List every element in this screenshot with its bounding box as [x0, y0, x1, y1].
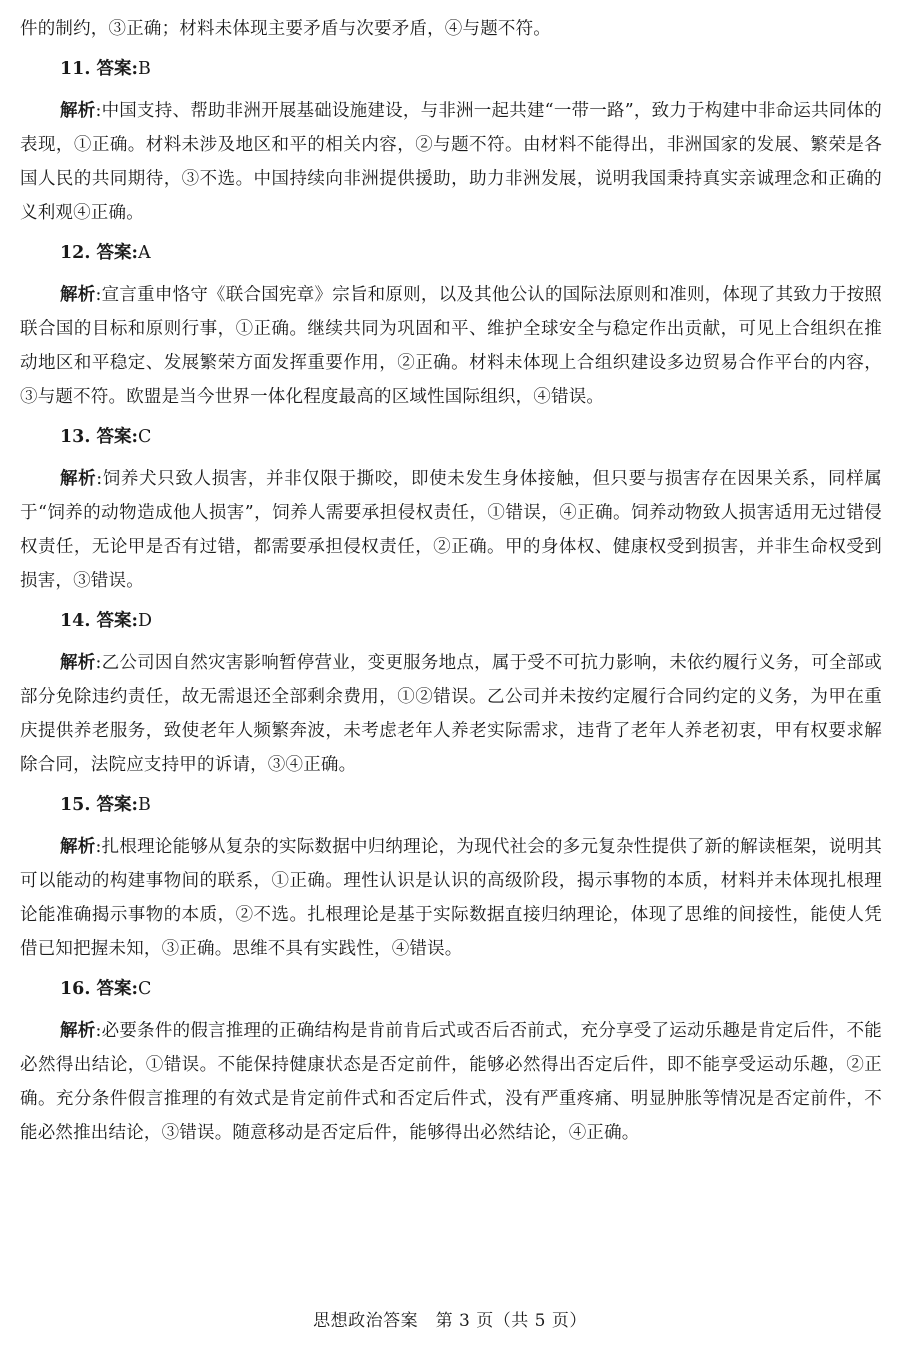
explanation-paragraph	[20, 94, 882, 230]
explanation-paragraph	[20, 646, 882, 782]
explanation-text: 必要条件的假言推理的正确结构是肯前肯后式或否后否前式，充分享受了运动乐趣是肯定后件，不能必然得出结论，①错误。不能保持健康状态是否定前件，能够必然得出否定后件，即不能享受运动乐趣，②正确。充分条件假言推理的有效式是肯定前件式和否定后件式，没有严重疼痛、明显肿胀等情况是否定前件，不能必然推出结论，③错误。随意移动是否定后件，能够得出必然结论，④正确。	[20, 1021, 883, 1143]
answer-label: 答案	[96, 979, 132, 999]
explanation-paragraph	[20, 462, 882, 598]
explanation-paragraph	[20, 830, 882, 966]
answer-value: D	[138, 611, 153, 631]
question-number: 12.	[60, 243, 91, 263]
explanation-paragraph	[20, 1014, 882, 1150]
explanation-colon: :	[95, 653, 102, 673]
answer-label: 答案	[96, 427, 132, 447]
answer-line	[60, 420, 882, 454]
explanation-label: 解析	[60, 837, 96, 857]
answer-page	[20, 12, 882, 1156]
answer-value: A	[138, 243, 151, 263]
answer-colon: :	[131, 611, 139, 631]
answer-line	[60, 236, 882, 270]
explanation-text: 宣言重申恪守《联合国宪章》宗旨和原则，以及其他公认的国际法原则和准则，体现了其致力于按照联合国的目标和原则行事，①正确。继续共同为巩固和平、维护全球安全与稳定作出贡献，可见上合组织在推动地区和平稳定、发展繁荣方面发挥重要作用，②正确。材料未体现上合组织建设多边贸易合作平台的内容，③与题不符。欧盟是当今世界一体化程度最高的区域性国际组织，④错误。	[20, 285, 883, 407]
explanation-label: 解析	[60, 1021, 96, 1041]
explanation-colon: :	[95, 1021, 102, 1041]
intro-text: 件的制约，③正确；材料未体现主要矛盾与次要矛盾，④与题不符。	[20, 19, 551, 39]
explanation-label: 解析	[60, 469, 97, 489]
explanation-colon: :	[95, 285, 102, 305]
answer-colon: :	[131, 59, 139, 79]
explanation-paragraph	[20, 278, 882, 414]
explanation-colon: :	[96, 469, 103, 489]
answer-value: B	[138, 59, 151, 79]
answer-line	[60, 52, 882, 86]
answer-colon: :	[131, 979, 139, 999]
answer-colon: :	[131, 427, 139, 447]
explanation-text: 饲养犬只致人损害，并非仅限于撕咬，即使未发生身体接触，但只要与损害存在因果关系，同样属于“饲养的动物造成他人损害”，饲养人需要承担侵权责任，①错误，④正确。饲养动物致人损害适用无过错侵权责任，无论甲是否有过错，都需要承担侵权责任，②正确。甲的身体权、健康权受到损害，并非生命权受到损害，③错误。	[20, 469, 882, 591]
answer-value: C	[138, 979, 152, 999]
answer-colon: :	[131, 795, 139, 815]
explanation-colon: :	[95, 101, 102, 121]
explanation-label: 解析	[60, 101, 96, 121]
question-block	[20, 420, 882, 598]
question-number: 14.	[60, 611, 91, 631]
answer-label: 答案	[96, 611, 132, 631]
question-number: 15.	[60, 795, 91, 815]
answer-label: 答案	[96, 59, 132, 79]
question-block	[20, 604, 882, 782]
answer-line	[60, 604, 882, 638]
explanation-label: 解析	[60, 653, 96, 673]
question-block	[20, 236, 882, 414]
answer-label: 答案	[96, 243, 132, 263]
answer-colon: :	[131, 243, 139, 263]
explanation-text: 乙公司因自然灾害影响暂停营业，变更服务地点，属于受不可抗力影响，未依约履行义务，可全部或部分免除违约责任，故无需退还全部剩余费用，①②错误。乙公司并未按约定履行合同约定的义务，为甲在重庆提供养老服务，致使老年人频繁奔波，未考虑老年人养老实际需求，违背了老年人养老初衷，甲有权要求解除合同，法院应支持甲的诉请，③④正确。	[20, 653, 883, 775]
explanation-colon: :	[95, 837, 102, 857]
question-number: 11.	[60, 59, 91, 79]
page-footer: 思想政治答案 第 3 页（共 5 页）	[313, 1311, 587, 1331]
explanation-text: 中国支持、帮助非洲开展基础设施建设，与非洲一起共建“一带一路”，致力于构建中非命运共同体的表现，①正确。材料未涉及地区和平的相关内容，②与题不符。由材料不能得出，非洲国家的发展、繁荣是各国人民的共同期待，③不选。中国持续向非洲提供援助，助力非洲发展，说明我国秉持真实亲诚理念和正确的义利观④正确。	[20, 101, 882, 223]
explanation-label: 解析	[60, 285, 96, 305]
answer-value: C	[138, 427, 152, 447]
answer-value: B	[138, 795, 151, 815]
question-number: 13.	[60, 427, 91, 447]
question-block	[20, 52, 882, 230]
answer-label: 答案	[96, 795, 132, 815]
question-block	[20, 972, 882, 1150]
question-number: 16.	[60, 979, 91, 999]
answer-line	[60, 788, 882, 822]
answer-line	[60, 972, 882, 1006]
explanation-text: 扎根理论能够从复杂的实际数据中归纳理论，为现代社会的多元复杂性提供了新的解读框架，说明其可以能动的构建事物间的联系，①正确。理性认识是认识的高级阶段，揭示事物的本质，材料并未体现扎根理论能准确揭示事物的本质，②不选。扎根理论是基于实际数据直接归纳理论，体现了思维的间接性，能使人凭借已知把握未知，③正确。思维不具有实践性，④错误。	[20, 837, 883, 959]
question-block	[20, 788, 882, 966]
question-list	[20, 52, 882, 1150]
